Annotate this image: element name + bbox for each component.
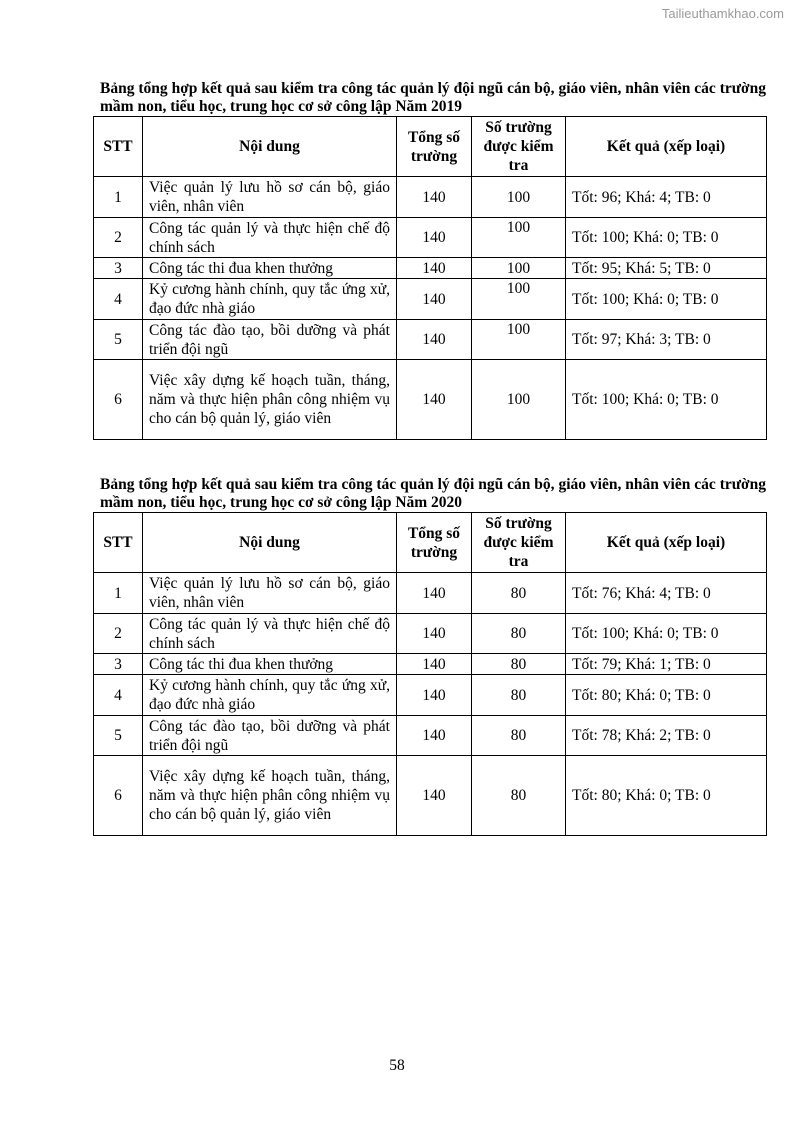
cell-checked: 100 <box>472 360 566 440</box>
cell-total: 140 <box>397 614 472 654</box>
table-row <box>94 177 767 218</box>
header-content: Nội dung <box>143 513 397 573</box>
cell-result: Tốt: 79; Khá: 1; TB: 0 <box>566 654 767 675</box>
table-row <box>94 654 767 675</box>
table-block-2020 <box>93 476 766 836</box>
cell-checked: 80 <box>472 716 566 756</box>
cell-stt: 6 <box>94 360 143 440</box>
table-caption: Bảng tổng hợp kết quả sau kiểm tra công tác quản lý đội ngũ cán bộ, giáo viên, nhân viên các trường mầm non, tiểu học, trung học cơ sở công lập Năm 2020 <box>100 476 766 511</box>
cell-stt: 4 <box>94 675 143 716</box>
header-checked: Số trường được kiểm tra <box>472 117 566 177</box>
cell-content: Việc quản lý lưu hồ sơ cán bộ, giáo viên, nhân viên <box>143 177 397 218</box>
cell-total: 140 <box>397 716 472 756</box>
table-block-2019 <box>93 80 766 440</box>
cell-checked: 80 <box>472 573 566 614</box>
cell-result: Tốt: 100; Khá: 0; TB: 0 <box>566 218 767 258</box>
cell-total: 140 <box>397 675 472 716</box>
cell-content: Kỷ cương hành chính, quy tắc ứng xử, đạo đức nhà giáo <box>143 279 397 320</box>
cell-content: Kỷ cương hành chính, quy tắc ứng xử, đạo đức nhà giáo <box>143 675 397 716</box>
table-row <box>94 573 767 614</box>
table-row <box>94 756 767 836</box>
cell-checked: 80 <box>472 675 566 716</box>
cell-result: Tốt: 95; Khá: 5; TB: 0 <box>566 258 767 279</box>
cell-stt: 3 <box>94 258 143 279</box>
cell-content: Công tác quản lý và thực hiện chế độ chính sách <box>143 218 397 258</box>
table-row <box>94 716 767 756</box>
header-total: Tổng số trường <box>397 513 472 573</box>
cell-checked: 100 <box>472 218 566 258</box>
table-row <box>94 360 767 440</box>
cell-checked: 100 <box>472 320 566 360</box>
table-header-row <box>94 513 767 573</box>
cell-total: 140 <box>397 654 472 675</box>
header-content: Nội dung <box>143 117 397 177</box>
cell-content: Công tác đào tạo, bồi dưỡng và phát triển đội ngũ <box>143 320 397 360</box>
cell-total: 140 <box>397 573 472 614</box>
cell-content: Việc quản lý lưu hồ sơ cán bộ, giáo viên, nhân viên <box>143 573 397 614</box>
table-row <box>94 320 767 360</box>
cell-stt: 1 <box>94 573 143 614</box>
cell-content: Công tác đào tạo, bồi dưỡng và phát triển đội ngũ <box>143 716 397 756</box>
cell-stt: 5 <box>94 320 143 360</box>
cell-checked: 100 <box>472 279 566 320</box>
cell-checked: 80 <box>472 654 566 675</box>
cell-result: Tốt: 80; Khá: 0; TB: 0 <box>566 675 767 716</box>
cell-checked: 80 <box>472 756 566 836</box>
results-table <box>93 116 767 440</box>
table-row <box>94 258 767 279</box>
header-stt: STT <box>94 513 143 573</box>
table-row <box>94 218 767 258</box>
cell-stt: 2 <box>94 614 143 654</box>
cell-stt: 2 <box>94 218 143 258</box>
cell-content: Việc xây dựng kế hoạch tuần, tháng, năm và thực hiện phân công nhiệm vụ cho cán bộ quản lý, giáo viên <box>143 360 397 440</box>
cell-total: 140 <box>397 258 472 279</box>
cell-checked: 100 <box>472 258 566 279</box>
header-stt: STT <box>94 117 143 177</box>
cell-total: 140 <box>397 218 472 258</box>
cell-total: 140 <box>397 177 472 218</box>
cell-result: Tốt: 97; Khá: 3; TB: 0 <box>566 320 767 360</box>
cell-result: Tốt: 100; Khá: 0; TB: 0 <box>566 614 767 654</box>
cell-result: Tốt: 100; Khá: 0; TB: 0 <box>566 360 767 440</box>
results-table <box>93 512 767 836</box>
table-caption: Bảng tổng hợp kết quả sau kiểm tra công tác quản lý đội ngũ cán bộ, giáo viên, nhân viên các trường mầm non, tiểu học, trung học cơ sở công lập Năm 2019 <box>100 80 766 115</box>
header-result: Kết quả (xếp loại) <box>566 513 767 573</box>
cell-content: Công tác quản lý và thực hiện chế độ chính sách <box>143 614 397 654</box>
cell-result: Tốt: 96; Khá: 4; TB: 0 <box>566 177 767 218</box>
page-number: 58 <box>389 1057 405 1074</box>
header-result: Kết quả (xếp loại) <box>566 117 767 177</box>
cell-result: Tốt: 76; Khá: 4; TB: 0 <box>566 573 767 614</box>
table-header-row <box>94 117 767 177</box>
table-row <box>94 675 767 716</box>
cell-total: 140 <box>397 756 472 836</box>
cell-total: 140 <box>397 360 472 440</box>
cell-result: Tốt: 100; Khá: 0; TB: 0 <box>566 279 767 320</box>
cell-stt: 4 <box>94 279 143 320</box>
cell-checked: 80 <box>472 614 566 654</box>
cell-content: Việc xây dựng kế hoạch tuần, tháng, năm và thực hiện phân công nhiệm vụ cho cán bộ quản lý, giáo viên <box>143 756 397 836</box>
watermark: Tailieuthamkhao.com <box>661 6 784 21</box>
cell-stt: 3 <box>94 654 143 675</box>
cell-result: Tốt: 78; Khá: 2; TB: 0 <box>566 716 767 756</box>
cell-content: Công tác thi đua khen thưởng <box>143 654 397 675</box>
header-checked: Số trường được kiểm tra <box>472 513 566 573</box>
cell-stt: 5 <box>94 716 143 756</box>
cell-stt: 6 <box>94 756 143 836</box>
cell-content: Công tác thi đua khen thưởng <box>143 258 397 279</box>
cell-total: 140 <box>397 279 472 320</box>
table-row <box>94 279 767 320</box>
cell-result: Tốt: 80; Khá: 0; TB: 0 <box>566 756 767 836</box>
table-row <box>94 614 767 654</box>
cell-total: 140 <box>397 320 472 360</box>
cell-stt: 1 <box>94 177 143 218</box>
cell-checked: 100 <box>472 177 566 218</box>
header-total: Tổng số trường <box>397 117 472 177</box>
